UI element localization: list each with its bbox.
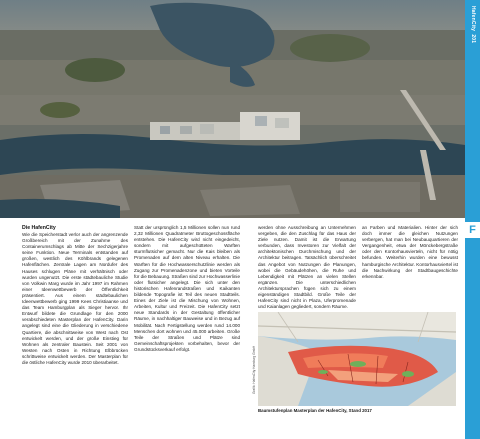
paragraph: Wie die Speicherstadt verlor auch der angrenzende Großbereich mit der Zunahme des Containerumschlags ab Mitte der Sechzigerjahre seine Funktion. Neue Terminals entstanden auf großen, westlich des Köhlbrands gelegenen Hafenflächen. Zentrale Lagen am Nordufer des Hauses schlugen Pläne mit verhältnisch oder wurden ungenutzt. Die erste städtebauliche Studie von Volkwin Marg wurde im Jahr 1997 im Rahmen einer Ideenwettbewerb der Öffentlichkeit präsentiert. Aus einem städtebaulichen Ideenwettbewerb ging 1999 Kees Christiaanse und das Team Hamburgplan als Sieger hervor. Ihr Entwurf bildete die Grundlage für den 2000 verabschiedeten Masterplan der HafenCity. Darin angelegt sind eine die Gliederung in verschiedene Quartiere, die abschnittweise von West nach Ost entwickelt werden, und der große Einstieg für Wohnen als zentraler Baustein. Seit 2001 von Westen nach Osten in Richtung Elbbrücken schrittweise entwickelt werden. Der Masterplan für die östliche HafenCity wurde 2010 überarbeitet. [22, 232, 128, 365]
paragraph: werden ohne Ausschreibung an Unternehmen vergeben, die den Zuschlag für das Haus der Ziele nutzen. Damit ist die Erwartung verbunden, dass Investoren zur Vielfalt der architektonischen Durchmischung und der Architektur beitragen. Tatsächlich überschreitet das Angebot von Nutzungen die Planungen, wobei die Gebäudehöhen, die Ruhe und Lebendigkeit mit Plätzen an vielen Stellen ergänzen. Die unterschiedlichen Architektursprachen fügen sich zu einem eigenständigen Stadtbild. Große Teile der HafenCity sind nicht in Plaza, Uferpromenade und Kaianlagen gegliedert, sondern Räume. [258, 225, 356, 310]
paragraph: an Farben und Materialien. Hinter der sich doch immer die gleichen Nutzungen verbergen, hat man bei Neubauquartieren der Vergangenheit, etwa der Mönckebergstraße oder den Kontorhausvierteln, nicht für nötig befunden. Weiterhin wurden eine bewusst hamburgische Architektur. Kontorhausviertel ist die Nachwirkung der Stadtbaugeschichte erkennbar. [362, 225, 458, 279]
section-title: HafenCity [470, 6, 476, 32]
chapter-sidebar [465, 0, 480, 439]
text-column-1 [22, 232, 128, 366]
article-heading: Die HafenCity [22, 225, 56, 231]
page-number: 201 [470, 34, 476, 44]
aerial-photo-hafencity [0, 0, 465, 218]
map-credit: Grafik: HafenCity Hamburg GmbH [252, 345, 256, 394]
text-column-4 [362, 225, 458, 280]
paragraph: Statt der ursprünglich 1,5 Millionen sollen nun rund 2,32 Millionen Quadratmeter Bruttogeschossfläche entstehen. Die HafenCity wird nicht eingedeicht, sondern mit aufgeschütteten Warften sturmflutsicher gemacht. Nur die Kais bleiben als Promenaden auf dem alten Niveau erhalten. Die Warften für die Hochwasserschutzlinie werden als Zugang zur Promenadenzone und bieten Vorteile für die Bebauung. Straßen sind zur Hochwasserlinie oder flutsicher angelegt. Die sich unter den historischen Hafenrandstraßen und Kaikanten bildende Topografie ist Teil des neuen Stadtteils. Eines der Ziele ist die Mischung von Wohnen, Arbeiten, Kultur und Freizeit. Die HafenCity setzt neue Standards in der Gestaltung öffentlicher Räume, in nachhaltiger Bauweise und in Bezug auf Mobilität. Nach Fertigstellung werden rund 14.000 Menschen dort wohnen und 45.000 arbeiten. Große Teile der Straßen und Plätze sind Gemeinschaftsprojekten vorbehalten, bevor der Grundstücksverkauf erfolgt. [134, 225, 240, 352]
text-column-3 [258, 225, 356, 310]
running-header [468, 6, 477, 126]
chapter-tab-letter: F [465, 222, 480, 238]
map-caption: Baumstufenplan Masterplan der HafenCity, Stand 2017 [258, 408, 372, 413]
hafencity-masterplan-map [258, 312, 456, 406]
text-column-2 [134, 225, 240, 353]
